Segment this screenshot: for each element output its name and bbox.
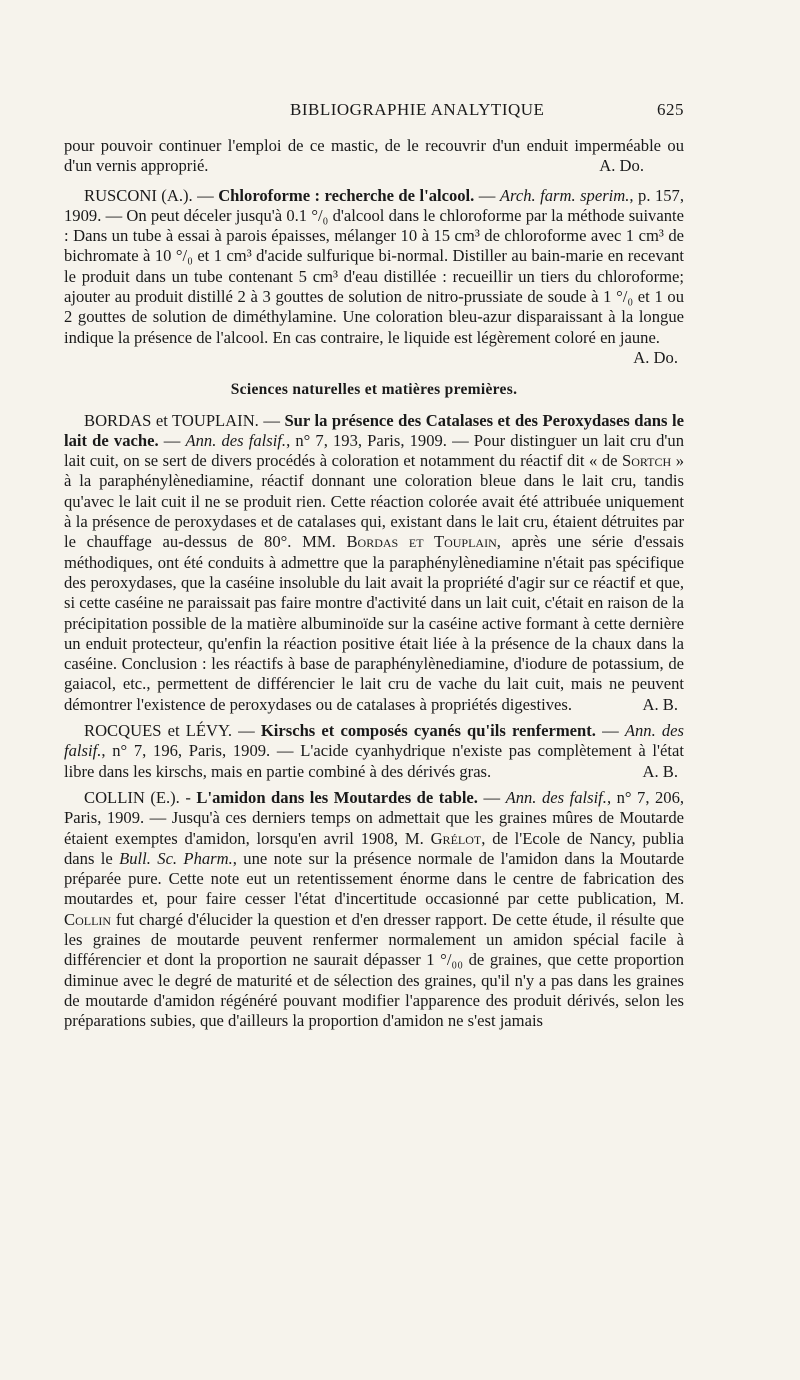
continuation-signature: A. Do.	[599, 156, 644, 176]
collin-author: COLLIN (E.). -	[84, 787, 191, 807]
bordas-names: Bordas et Touplain	[346, 532, 497, 552]
rocques-dash: —	[595, 721, 619, 741]
rusconi-title: Chloroforme : recherche de l'alcool.	[218, 185, 475, 205]
rusconi-author: RUSCONI (A.). —	[84, 185, 214, 205]
collin-bull: Bull. Sc. Pharm.	[119, 848, 233, 868]
collin-body-4: fut chargé d'élucider la question et d'en dresser rapport. De cette étude, il résulte que les graines de moutarde peuvent renfermer normalement un amidon spécial facile à différencier et dont la proportion ne saurait dépasser 1 °/₀₀ de graines, que cette proportion diminue avec le degré de maturité et de sélection des graines, qu'il n'y a pas dans les graines de moutarde d'amidon régénéré pouvant modifier l'apparence des produit dérivés, selon les préparations subies, que d'ailleurs la proportion d'amidon ne s'est jamais	[64, 909, 684, 1031]
bordas-body-1: , n° 7, 193, Paris, 1909. — Pour distinguer un lait cru d'un lait cuit, on se sert de divers procédés à coloration et notamment du réactif dit « de	[64, 430, 685, 471]
collin-grelot: Grélot	[430, 828, 482, 848]
bordas-body-3: , après une série d'essais méthodiques, ont été conduits à admettre que la paraphénylènediamine n'était pas spécifique des peroxydases, que la caséine insoluble du lait avait la propriété d'agir sur ce réactif et que, si cette caséine ne paraissait pas faire montre d'activité dans un lait cuit, c'était en raison de la précipitation possible de la matière albuminoïde sur la caséine active formant à cette dernière un enduit protecteur, qu'enfin la réaction positive était liée à la présence de la chaux dans la caséine. Conclusion : les réactifs à base de paraphénylènediamine, d'iodure de potassium, de gaiacol, etc., permettent de différencier le lait cru de vache du lait cuit, mais ne peuvent démontrer l'existence de peroxydases ou de catalases à propriétés digestives.	[64, 532, 684, 714]
bordas-title: Sur la présence des Catalases et des Peroxydases dans le lait de vache.	[64, 410, 684, 450]
collin-body-3: , une note sur la présence normale de l'amidon dans la Moutarde préparée pure. Cette note eut un retentissement énorme dans le centre de fabrication des moutardes et, pour faire cesser l'état d'incertitude occasionné par cette publication, M.	[64, 848, 684, 909]
collin-body-2: , de l'Ecole de Nancy, publia dans le	[64, 828, 684, 868]
continuation-paragraph	[64, 136, 684, 177]
continuation-text: pour pouvoir continuer l'emploi de ce mastic, de le recouvrir d'un enduit imperméable ou d'un vernis approprié.	[64, 136, 684, 176]
rusconi-signature: A. Do.	[633, 347, 678, 367]
section-heading: Sciences naturelles et matières premières.	[230, 381, 518, 399]
page-number: 625	[657, 100, 684, 119]
bordas-body-2: » à la paraphénylènediamine, réactif donnant une coloration bleue dans le lait cru, tandis qu'avec le lait cuit il ne se produit rien. Cette réaction colorée avait été attribuée uniquement à la présence de peroxydases et de catalases qui, existant dans le lait cru, étaient détruites par le chauffage au-dessus de 80°. MM.	[64, 451, 684, 552]
rusconi-source: Arch. farm. sperim.	[499, 185, 630, 205]
bordas-signature: A. B.	[642, 694, 678, 714]
rocques-source: Ann. des falsif.	[64, 721, 685, 761]
bordas-dash: —	[158, 430, 181, 450]
page-body	[64, 136, 684, 1031]
running-title: BIBLIOGRAPHIE ANALYTIQUE	[290, 100, 545, 119]
entry-collin	[64, 788, 684, 1032]
rusconi-body: , p. 157, 1909. — On peut déceler jusqu'à 0.1 °/₀ d'alcool dans le chloroforme par la méthode suivante : Dans un tube à essai à parois épaisses, mélanger 10 à 15 cm³ de chloroforme avec 1 cm³ de bichromate à 10 °/₀ et 1 cm³ d'acide sulfurique bi-normal. Distiller au bain-marie en recevant le produit dans un tube contenant 5 cm³ d'eau distillée : recueillir un tiers du chloroforme; ajouter au produit distillé 2 à 3 gouttes de solution de nitro-prussiate de soude à 1 °/₀ et 1 ou 2 gouttes de solution de diméthylamine. Une coloration bleu-azur disparaissant à la longue indique la présence de l'alcool. En cas contraire, le liquide est légèrement coloré en jaune.	[64, 185, 684, 347]
collin-body-1: , n° 7, 206, Paris, 1909. — Jusqu'à ces derniers temps on admettait que les graines mûres de Moutarde étaient exemptes d'amidon, lorsqu'en avril 1908, M.	[64, 787, 685, 848]
bordas-author: BORDAS et TOUPLAIN. —	[84, 410, 280, 430]
collin-title: L'amidon dans les Moutardes de table.	[196, 787, 478, 807]
rocques-body: , n° 7, 196, Paris, 1909. — L'acide cyanhydrique n'existe pas complètement à l'état libre dans les kirschs, mais en partie combiné à des dérivés gras.	[64, 741, 684, 781]
bordas-source: Ann. des falsif.	[185, 430, 287, 450]
collin-name: Collin	[64, 909, 112, 929]
bordas-sortch: Sortch	[622, 451, 672, 471]
rusconi-dash: —	[474, 185, 500, 205]
entry-rocques	[64, 721, 684, 782]
collin-dash: —	[477, 787, 506, 807]
entry-bordas	[64, 411, 684, 715]
rocques-title: Kirschs et composés cyanés qu'ils renferment.	[260, 721, 596, 741]
rocques-signature: A. B.	[642, 761, 678, 781]
entry-rusconi	[64, 186, 684, 348]
rocques-author: ROCQUES et LÉVY. —	[84, 721, 255, 741]
collin-source: Ann. des falsif.	[505, 787, 607, 807]
